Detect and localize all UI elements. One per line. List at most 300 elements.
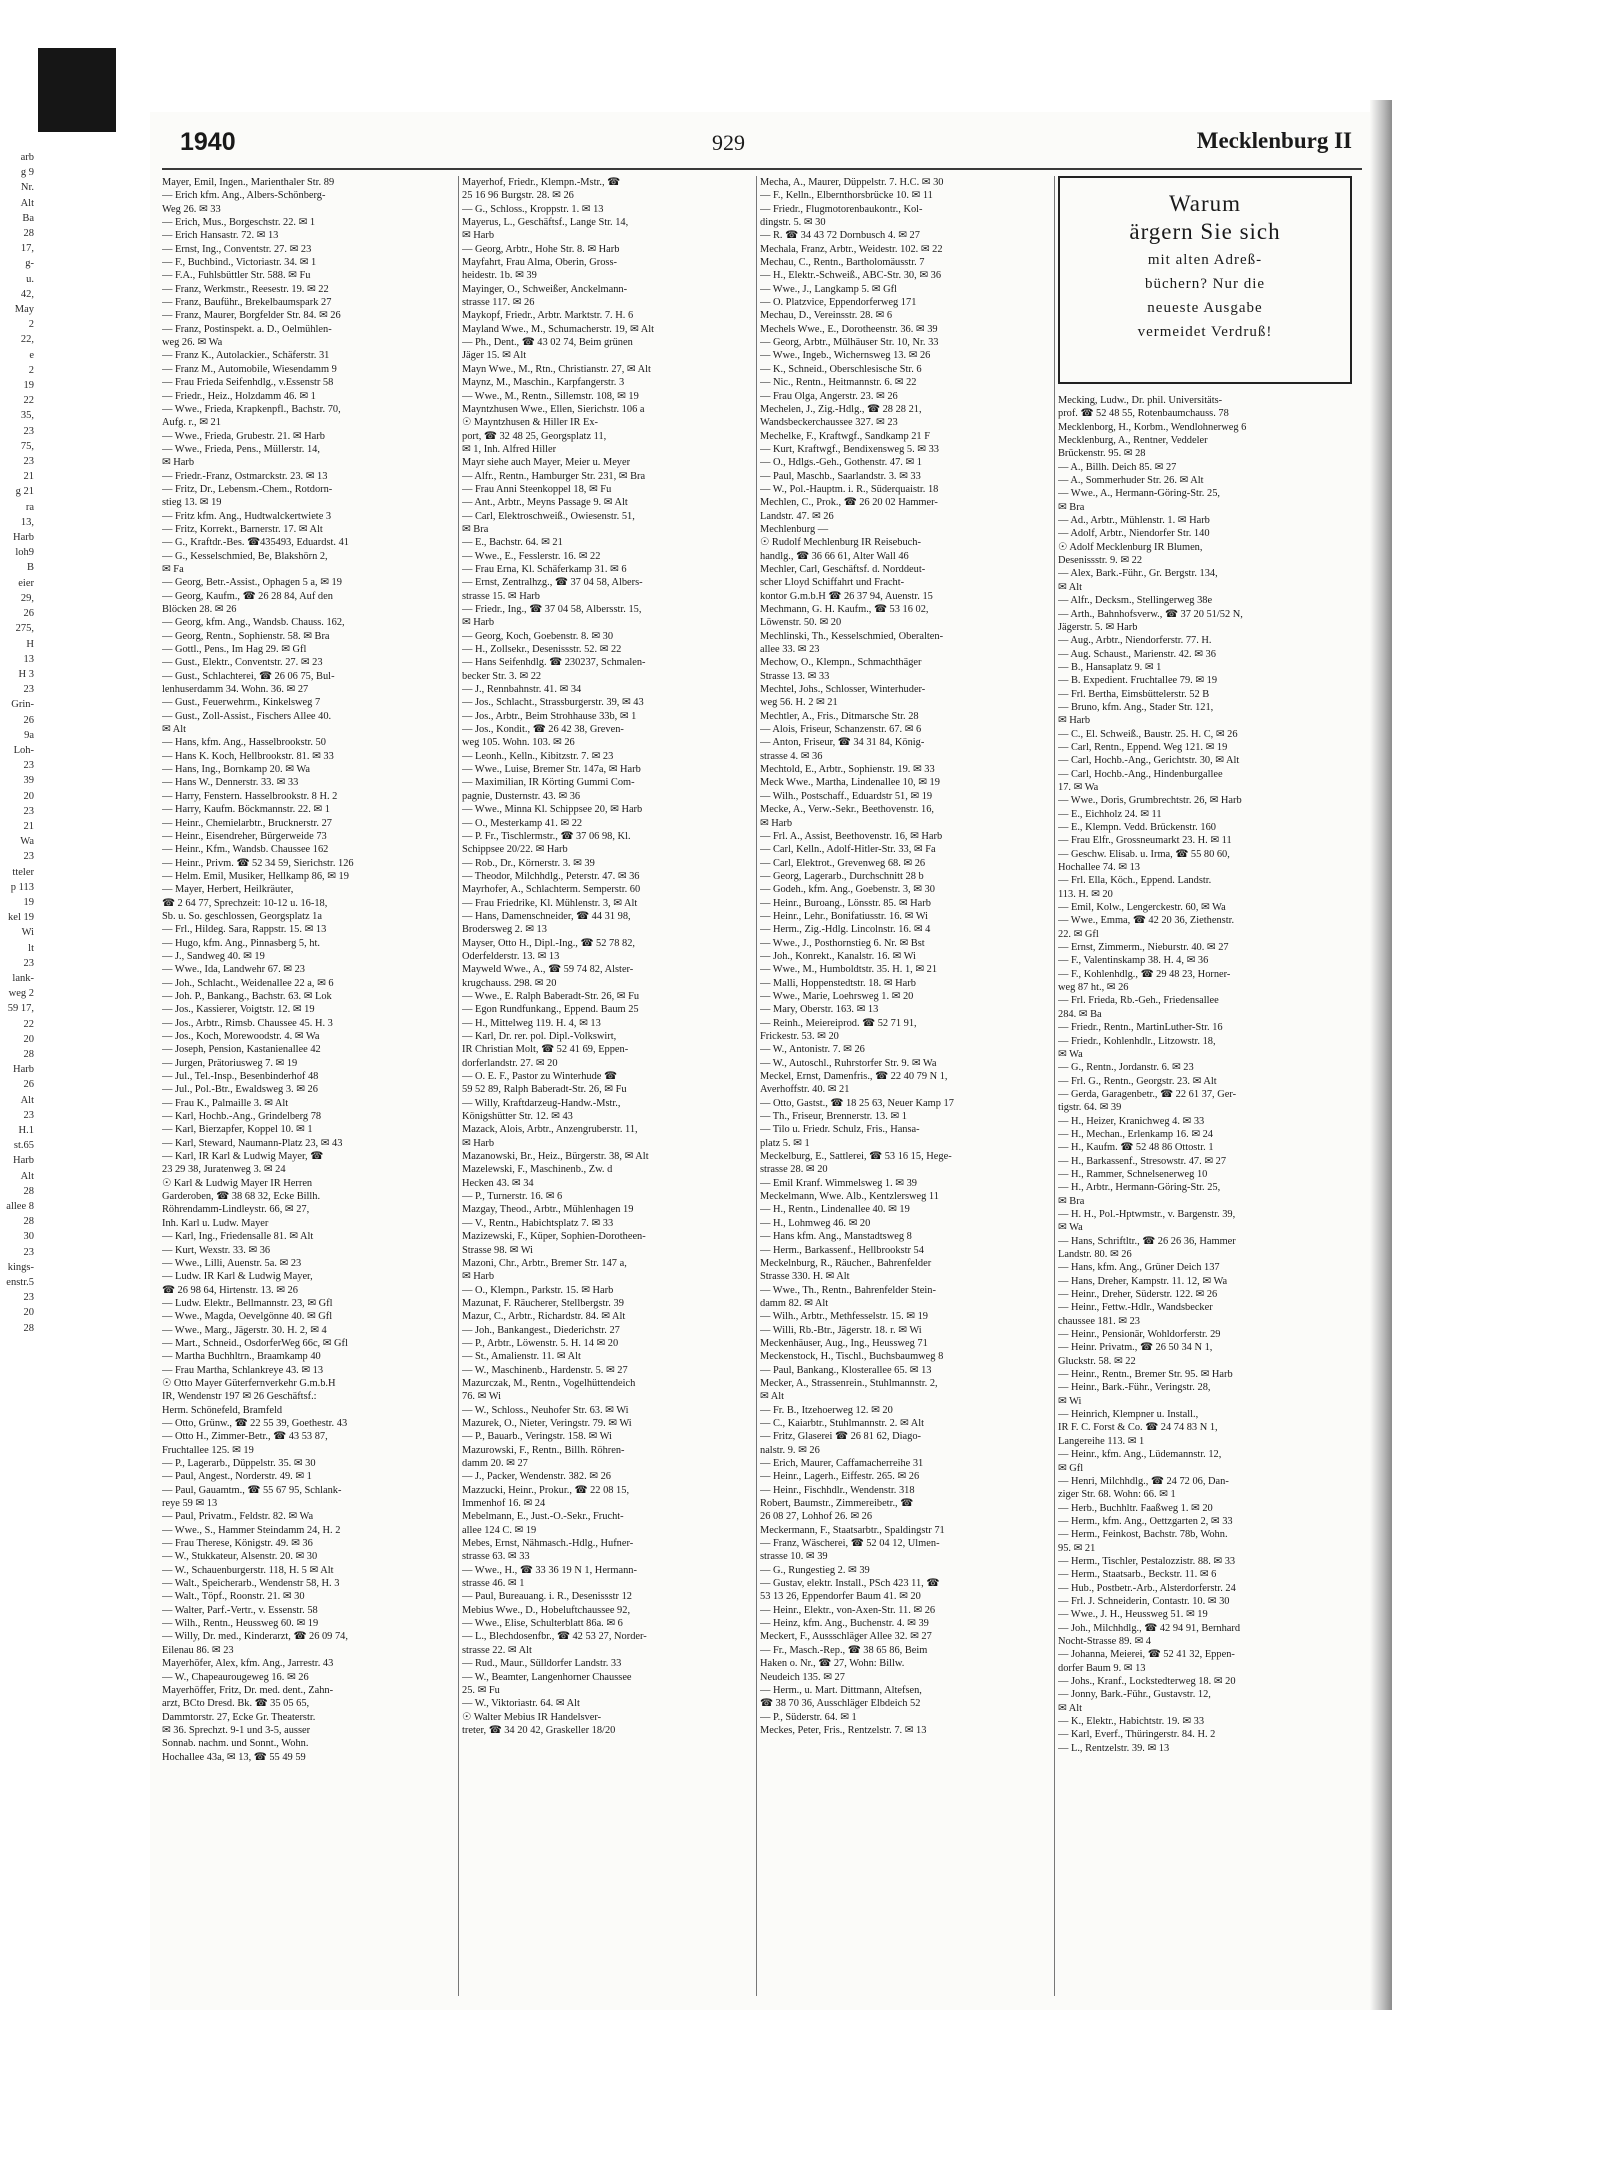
directory-entry: — K., Elektr., Habichtstr. 19. ✉ 33 — [1058, 1716, 1205, 1728]
directory-entry: — H., Rentn., Lindenallee 40. ✉ 19 — [760, 1204, 910, 1216]
directory-entry: — Heinr., Dreher, Süderstr. 122. ✉ 26 — [1058, 1289, 1218, 1301]
edge-fragment: 275, — [15, 623, 34, 635]
directory-entry: — Heinr., Fettw.-Hdlr., Wandsbecker — [1058, 1302, 1213, 1314]
directory-entry: — Wwe., Luise, Bremer Str. 147a, ✉ Harb — [462, 764, 641, 776]
directory-entry: — Heinz, kfm. Ang., Buchenstr. 4. ✉ 39 — [760, 1618, 929, 1630]
edge-fragment: lt — [28, 942, 34, 954]
edge-fragment: Wi — [21, 927, 34, 939]
directory-entry: becker Str. 3. ✉ 22 — [462, 670, 542, 682]
ad-line: mit alten Adreß- — [1147, 252, 1263, 268]
edge-fragment: 23 — [23, 425, 34, 437]
directory-entry: — Walt., Speicherarb., Wendenstr 58, H. 3 — [162, 1578, 340, 1590]
directory-entry: Mecklenborg, H., Korbm., Wendlohnerweg 6 — [1058, 421, 1247, 433]
directory-entry: 53 13 26, Eppendorfer Baum 41. ✉ 20 — [760, 1591, 921, 1603]
directory-entry: Mechow, O., Klempn., Schmachthäger — [760, 657, 922, 669]
directory-entry: Mebes, Ernst, Nähmasch.-Hdlg., Hufner- — [462, 1538, 634, 1550]
column-4 — [1058, 176, 1352, 1755]
directory-entry: — Mary, Oberstr. 163. ✉ 13 — [760, 1004, 879, 1016]
directory-entry: — G., Kraftdr.-Bes. ☎435493, Eduardst. 41 — [162, 537, 349, 549]
directory-entry: — P., Lagerarb., Düppelstr. 35. ✉ 30 — [162, 1458, 316, 1469]
edge-fragment: 20 — [23, 1307, 34, 1319]
directory-entry: ✉ 36. Sprechzt. 9-1 und 3-5, ausser — [162, 1724, 311, 1736]
directory-entry: — Hans, Ing., Bornkamp 20. ✉ Wa — [162, 764, 310, 776]
directory-entry: — Erich, Maurer, Caffamacherreihe 31 — [760, 1458, 924, 1469]
directory-entry: weg 87 ht., ✉ 26 — [1058, 982, 1129, 994]
directory-entry: — Wwe., S., Hammer Steindamm 24, H. 2 — [162, 1524, 341, 1536]
directory-entry: — Wwe., Frieda, Krapkenpfl., Bachstr. 70, — [162, 403, 341, 415]
directory-entry: — H., Rammer, Schnelsenerweg 10 — [1058, 1168, 1208, 1180]
directory-entry: — E., Bachstr. 64. ✉ 21 — [462, 537, 563, 549]
directory-entry: — Georg, Kaufm., ☎ 26 28 84, Auf den — [162, 590, 333, 602]
directory-entry: — Franz, Postinspekt. a. D., Oelmühlen- — [162, 323, 332, 335]
edge-fragment: Alt — [20, 1170, 34, 1182]
edge-fragment: g 9 — [20, 167, 34, 179]
directory-entry: — Friedr., Heiz., Holzdamm 46. ✉ 1 — [162, 390, 316, 402]
directory-entry: treter, ☎ 34 20 42, Graskeller 18/20 — [462, 1724, 616, 1736]
directory-entry: — O., Mesterkamp 41. ✉ 22 — [462, 817, 583, 829]
directory-entry: Eilenau 86. ✉ 23 — [162, 1644, 234, 1656]
directory-entry: ✉ Alt — [760, 1391, 785, 1403]
directory-entry: Mayrhofer, A., Schlachterm. Semperstr. 60 — [462, 884, 641, 896]
edge-fragment: 75, — [20, 440, 34, 452]
directory-entry: Mechels Wwe., E., Dorotheenstr. 36. ✉ 39 — [760, 323, 938, 335]
directory-entry: ☎ 38 70 36, Ausschläger Elbdeich 52 — [760, 1698, 921, 1710]
directory-entry: — Heinr., Eisendreher, Bürgerweide 73 — [162, 830, 327, 842]
directory-entry: — Fritz, Glaserei ☎ 26 81 62, Diago- — [760, 1431, 921, 1443]
directory-entry: — W., Viktoriastr. 64. ✉ Alt — [462, 1698, 580, 1710]
directory-entry: — Godeh., kfm. Ang., Goebenstr. 3, ✉ 30 — [760, 884, 935, 896]
directory-entry: Mechlen, C., Prok., ☎ 26 20 02 Hammer- — [760, 497, 938, 509]
edge-fragment: e — [29, 349, 34, 361]
directory-entry: — Wilh., Arbtr., Methfesselstr. 15. ✉ 19 — [760, 1311, 928, 1323]
page-edge-shadow — [1370, 100, 1392, 2020]
directory-entry: Strasse 98. ✉ Wi — [462, 1244, 534, 1256]
directory-entry: — Frl. Ella, Köch., Eppend. Landstr. — [1058, 875, 1212, 887]
directory-entry: Brückenstr. 95. ✉ 28 — [1058, 448, 1146, 460]
edge-fragment: 21 — [23, 820, 34, 832]
directory-entry: stieg 13. ✉ 19 — [162, 497, 222, 509]
directory-entry: — Kurt, Kraftwgf., Bendixensweg 5. ✉ 33 — [760, 443, 939, 455]
directory-entry: IR, Wendenstr 197 ✉ 26 Geschäftsf.: — [162, 1391, 317, 1403]
edge-fragment: 19 — [23, 896, 34, 908]
directory-entry: — Rob., Dr., Körnerstr. 3. ✉ 39 — [462, 857, 595, 869]
directory-entry: 76. ✉ Wi — [462, 1391, 501, 1403]
directory-entry: — Hans W., Dennerstr. 33. ✉ 33 — [162, 777, 299, 789]
directory-entry: Blöcken 28. ✉ 26 — [162, 604, 237, 615]
directory-entry: Löwenstr. 50. ✉ 20 — [760, 617, 842, 629]
directory-entry: ☉ Karl & Ludwig Mayer IR Herren — [162, 1177, 313, 1189]
directory-entry: — Joseph, Pension, Kastanienallee 42 — [162, 1044, 321, 1056]
directory-entry: — Gustav, elektr. Install., PSch 423 11, ☎ — [760, 1578, 940, 1590]
directory-entry: Mechala, Franz, Arbtr., Weidestr. 102. ✉ 22 — [760, 243, 943, 255]
directory-entry: — Tilo u. Friedr. Schulz, Fris., Hansa- — [760, 1124, 920, 1136]
directory-entry: Mazzucki, Heinr., Prokur., ☎ 22 08 15, — [462, 1484, 630, 1496]
directory-entry: — Herm., u. Mart. Dittmann, Altefsen, — [760, 1684, 922, 1696]
edge-fragment: 42, — [20, 288, 34, 300]
directory-entry: — Frl. Frieda, Rb.-Geh., Friedensallee — [1058, 995, 1219, 1007]
directory-entry: — Wwe., Marie, Loehrsweg 1. ✉ 20 — [760, 990, 914, 1002]
directory-entry: — Carl, Rentn., Eppend. Weg 121. ✉ 19 — [1058, 741, 1228, 753]
directory-entry: ✉ Fa — [162, 563, 184, 575]
directory-entry: Jäger 15. ✉ Alt — [462, 350, 527, 362]
directory-entry: — Walt., Töpf., Roonstr. 21. ✉ 30 — [162, 1591, 305, 1603]
directory-entry: — Nic., Rentn., Heitmannstr. 6. ✉ 22 — [760, 377, 917, 389]
directory-entry: Landstr. 80. ✉ 26 — [1058, 1249, 1132, 1260]
directory-entry: 23 29 38, Juratenweg 3. ✉ 24 — [162, 1164, 286, 1176]
directory-entry: Mazizewski, F., Küper, Sophien-Dorotheen- — [462, 1231, 646, 1243]
edge-fragment: Harb — [13, 1064, 34, 1076]
directory-entry: Königshütter Str. 12. ✉ 43 — [462, 1111, 573, 1123]
directory-entry: — Frau Friedrike, Kl. Mühlenstr. 3, ✉ Alt — [462, 897, 638, 909]
directory-entry: — Ernst, Zentralhzg., ☎ 37 04 58, Albers- — [462, 577, 643, 589]
column-divider — [756, 176, 757, 1996]
column-1 — [162, 176, 450, 1764]
directory-entry: — Wilh., Rentn., Heussweg 60. ✉ 19 — [162, 1618, 319, 1630]
directory-entry: — Karl, Bierzapfer, Koppel 10. ✉ 1 — [162, 1124, 313, 1136]
edge-fragment: 28 — [23, 228, 34, 240]
edge-fragment: lank- — [12, 972, 34, 984]
directory-entry: — Malli, Hoppenstedtstr. 18. ✉ Harb — [760, 977, 916, 989]
directory-entry: Oderfelderstr. 13. ✉ 13 — [462, 950, 560, 962]
directory-entry: — Johs., Kranf., Lockstedterweg 18. ✉ 20 — [1058, 1676, 1236, 1687]
edge-fragment: 29, — [20, 592, 34, 604]
directory-entry: — Ant., Arbtr., Meyns Passage 9. ✉ Alt — [462, 497, 628, 509]
directory-entry: ✉ Harb — [462, 1271, 495, 1283]
directory-entry: — Carl, Hochb.-Ang., Gerichtstr. 30, ✉ Alt — [1058, 755, 1240, 767]
directory-entry: — E., Eichholz 24. ✉ 11 — [1058, 808, 1162, 820]
ad-line: Warum — [1168, 191, 1242, 216]
directory-entry: — Wwe., Minna Kl. Schippsee 20, ✉ Harb — [462, 804, 643, 816]
directory-entry: pagnie, Dusternstr. 43. ✉ 36 — [462, 790, 581, 802]
directory-entry: 25 16 96 Burgstr. 28. ✉ 26 — [462, 190, 574, 202]
edge-fragment: loh9 — [15, 547, 34, 559]
directory-entry: — Friedr., Kohlenhdlr., Litzowstr. 18, — [1058, 1035, 1216, 1047]
directory-entry: — Herm., Barkassenf., Hellbrookstr 54 — [760, 1244, 924, 1256]
directory-entry: — Emil, Kolw., Lengerckestr. 60, ✉ Wa — [1058, 902, 1226, 914]
directory-entry: — P., Turnerstr. 16. ✉ 6 — [462, 1191, 563, 1203]
directory-entry: — Frau Therese, Königstr. 49. ✉ 36 — [162, 1538, 313, 1550]
directory-entry: Jägerstr. 5. ✉ Harb — [1058, 621, 1138, 633]
directory-entry: — Herm., Zig.-Hdlg. Lincolnstr. 16. ✉ 4 — [760, 924, 931, 936]
directory-entry: — Ad., Arbtr., Mühlenstr. 1. ✉ Harb — [1058, 515, 1210, 527]
directory-entry: dorfer Baum 9. ✉ 13 — [1058, 1662, 1146, 1674]
directory-entry: — Hans, Schriftltr., ☎ 26 26 36, Hammer — [1058, 1235, 1236, 1247]
ad-line: büchern? Nur die — [1144, 276, 1266, 292]
directory-entry: — Friedr., Rentn., MartinLuther-Str. 16 — [1058, 1022, 1223, 1034]
directory-entry: — W., Stukkateur, Alsenstr. 20. ✉ 30 — [162, 1551, 318, 1563]
directory-entry: — Henri, Milchhdlg., ☎ 24 72 06, Dan- — [1058, 1475, 1229, 1487]
directory-entry: — Geschw. Elisab. u. Irma, ☎ 55 80 60, — [1058, 848, 1230, 860]
directory-entry: Mechler, Carl, Geschäftsf. d. Norddeut- — [760, 563, 926, 575]
directory-entry: — Paul, Angest., Norderstr. 49. ✉ 1 — [162, 1471, 312, 1483]
directory-entry: — H. H., Pol.-Hptwmstr., v. Bargenstr. 39, — [1058, 1208, 1236, 1220]
directory-entry: allee 124 C. ✉ 19 — [462, 1524, 537, 1536]
directory-entry: — Karl, Steward, Naumann-Platz 23, ✉ 43 — [162, 1137, 343, 1149]
directory-entry: Gluckstr. 58. ✉ 22 — [1058, 1355, 1136, 1367]
directory-entry: IR Christian Molt, ☎ 52 41 69, Eppen- — [462, 1044, 629, 1056]
directory-entry: Mazanowski, Br., Heiz., Bürgerstr. 38, ✉ Alt — [462, 1151, 649, 1163]
edge-fragment: 19 — [23, 380, 34, 392]
directory-entry: Mecker, A., Strassenrein., Stuhlmannstr. 2, — [760, 1377, 938, 1389]
directory-entry: — Herm., Tischler, Pestalozzistr. 88. ✉ 33 — [1058, 1555, 1236, 1567]
directory-entry: damm 20. ✉ 27 — [462, 1458, 528, 1469]
directory-entry: — Ernst, Ing., Conventstr. 27. ✉ 23 — [162, 243, 312, 255]
edge-fragment: 13 — [23, 653, 34, 665]
directory-entry: Mazack, Alois, Arbtr., Anzengruberstr. 11, — [462, 1124, 638, 1136]
directory-entry: Mayser, Otto H., Dipl.-Ing., ☎ 52 78 82, — [462, 937, 635, 949]
directory-entry: — Paul, Maschb., Saarlandstr. 3. ✉ 33 — [760, 470, 921, 482]
directory-entry: Nocht-Strasse 89. ✉ 4 — [1058, 1635, 1151, 1647]
directory-entry: Landstr. 47. ✉ 26 — [760, 510, 834, 522]
edge-fragment: Grin- — [11, 699, 34, 711]
directory-entry: Mayntzhusen Wwe., Ellen, Sierichstr. 106 a — [462, 403, 645, 415]
directory-entry: — Jonny, Bark.-Führ., Gustavstr. 12, — [1058, 1689, 1211, 1701]
directory-entry: arzt, BCto Dresd. Bk. ☎ 35 05 65, — [162, 1698, 310, 1710]
edge-fragment: Nr. — [20, 182, 34, 194]
directory-entry: 22. ✉ Gfl — [1058, 928, 1099, 940]
directory-entry: Mechelen, J., Zig.-Hdlg., ☎ 28 28 21, — [760, 403, 922, 415]
directory-entry: Inh. Karl u. Ludw. Mayer — [162, 1217, 269, 1229]
directory-entry: — Herm., Staatsarb., Beckstr. 11. ✉ 6 — [1058, 1569, 1217, 1581]
directory-entry: — H., Kaufm. ☎ 52 48 86 Ottostr. 1 — [1058, 1142, 1214, 1154]
directory-entry: Langereihe 113. ✉ 1 — [1058, 1435, 1145, 1447]
directory-entry: — B. Expedient. Fruchtallee 79. ✉ 19 — [1058, 675, 1218, 687]
directory-entry: — B., Hansaplatz 9. ✉ 1 — [1058, 661, 1162, 673]
directory-entry: — Wwe., Ida, Landwehr 67. ✉ 23 — [162, 964, 305, 976]
directory-entry: Mechlenburg — — [760, 523, 829, 535]
directory-entry: — Heinr., kfm. Ang., Lüdemannstr. 12, — [1058, 1449, 1222, 1461]
directory-entry: — Franz, Werkmstr., Reesestr. 19. ✉ 22 — [162, 283, 329, 295]
directory-entry: Garderoben, ☎ 38 68 32, Ecke Billh. — [162, 1191, 321, 1203]
directory-entry: — Herm., kfm. Ang., Oettzgarten 2, ✉ 33 — [1058, 1515, 1233, 1527]
edge-fragment: Wa — [20, 836, 34, 848]
edge-fragment: arb — [20, 152, 34, 163]
directory-entry: — Georg, kfm. Ang., Wandsb. Chauss. 162, — [162, 617, 345, 629]
edge-fragment: 17, — [20, 243, 34, 255]
directory-entry: Meckermann, F., Staatsarbtr., Spaldingstr 71 — [760, 1524, 945, 1536]
directory-entry: — Carl, Hochb.-Ang., Hindenburgallee — [1058, 768, 1223, 780]
directory-entry: — Otto H., Zimmer-Betr., ☎ 43 53 87, — [162, 1431, 328, 1443]
directory-entry: Mayerus, L., Geschäftsf., Lange Str. 14, — [462, 217, 629, 229]
directory-entry: — Jul., Tel.-Insp., Besenbinderhof 48 — [162, 1071, 319, 1083]
directory-entry: Mazurowski, F., Rentn., Billh. Röhren- — [462, 1444, 625, 1456]
directory-entry: — Fritz, Dr., Lebensm.-Chem., Rotdorn- — [162, 483, 333, 495]
directory-entry: — Joh. P., Bankang., Bachstr. 63. ✉ Lok — [162, 990, 332, 1002]
edge-fragment: 30 — [23, 1231, 34, 1243]
directory-entry: — Frl., Hildeg. Sara, Rappstr. 15. ✉ 13 — [162, 924, 327, 936]
directory-entry: Mazur, C., Arbtr., Richardstr. 84. ✉ Alt — [462, 1311, 626, 1323]
directory-entry: — H., Heizer, Kranichweg 4. ✉ 33 — [1058, 1115, 1205, 1127]
directory-entry: ✉ Harb — [1058, 715, 1091, 727]
column-4-entries — [1058, 394, 1352, 1755]
edge-fragment: 23 — [23, 684, 34, 696]
directory-entry: — G., Rungestieg 2. ✉ 39 — [760, 1564, 870, 1576]
edge-fragment: 2 — [28, 364, 34, 376]
directory-entry: Mayinger, O., Schweißer, Anckelmann- — [462, 283, 628, 295]
directory-entry: — Willy, Dr. med., Kinderarzt, ☎ 26 09 74, — [162, 1631, 348, 1643]
directory-entry: dingstr. 5. ✉ 30 — [760, 217, 826, 229]
directory-entry: Schippsee 20/22. ✉ Harb — [462, 844, 568, 856]
edge-fragment: 9a — [24, 729, 34, 741]
edge-fragment: 22 — [23, 1018, 34, 1030]
edge-fragment: tteler — [12, 866, 34, 878]
directory-entry: — P. Fr., Tischlermstr., ☎ 37 06 98, Kl. — [462, 830, 631, 842]
edge-fragment: ra — [25, 501, 34, 513]
directory-entry: — St., Amalienstr. 11. ✉ Alt — [462, 1351, 581, 1363]
header-year: 1940 — [180, 128, 236, 156]
directory-entry: — W., Maschinenb., Hardenstr. 5. ✉ 27 — [462, 1364, 628, 1376]
directory-entry: ✉ Harb — [462, 617, 495, 629]
directory-entry: — Karl, Hochb.-Ang., Grindelberg 78 — [162, 1111, 322, 1123]
directory-entry: Meckes, Peter, Fris., Rentzelstr. 7. ✉ 13 — [760, 1724, 927, 1736]
directory-entry: — Willy, Kraftdarzeug-Handw.-Mstr., — [462, 1097, 621, 1109]
directory-entry: — Kurt, Wexstr. 33. ✉ 36 — [162, 1244, 271, 1256]
edge-fragment: 20 — [23, 1033, 34, 1045]
directory-entry: — F., Valentinskamp 38. H. 4, ✉ 36 — [1058, 955, 1209, 967]
directory-entry: Mebelmann, E., Just.-O.-Sekr., Frucht- — [462, 1511, 624, 1523]
header-section: Mecklenburg II — [1196, 128, 1352, 153]
directory-entry: — Fr., Masch.-Rep., ☎ 38 65 86, Beim — [760, 1644, 928, 1656]
directory-entry: Maykopf, Friedr., Arbtr. Marktstr. 7. H. 6 — [462, 310, 634, 322]
previous-page-edge — [0, 150, 36, 2010]
directory-entry: Mechelke, F., Kraftwgf., Sandkamp 21 F — [760, 430, 931, 442]
directory-entry: weg 56. H. 2 ✉ 21 — [760, 697, 838, 709]
directory-entry: — Walter, Parf.-Vertr., v. Essenstr. 58 — [162, 1604, 318, 1616]
directory-entry: Mayerhof, Friedr., Klempn.-Mstr., ☎ — [462, 177, 621, 188]
directory-entry: — Heinr., Lehr., Bonifatiusstr. 16. ✉ Wi — [760, 910, 928, 922]
directory-entry: kontor G.m.b.H ☎ 26 37 94, Auenstr. 15 — [760, 590, 933, 602]
edge-fragment: Alt — [20, 1094, 34, 1106]
directory-entry: Haken o. Nr., ☎ 27, Wohn: Billw. — [760, 1658, 905, 1670]
directory-entry: Strasse 13. ✉ 33 — [760, 670, 830, 682]
edge-fragment: Harb — [13, 532, 34, 544]
directory-entry: Meck Wwe., Martha, Lindenallee 10, ✉ 19 — [760, 777, 940, 789]
directory-entry: — L., Blechdosenfbr., ☎ 42 53 27, Norder- — [462, 1631, 647, 1643]
directory-entry: — Gottl., Pens., Im Hag 29. ✉ Gfl — [162, 644, 307, 656]
directory-entry: lenhuserdamm 34. Wohn. 36. ✉ 27 — [162, 684, 309, 696]
directory-entry: strasse 22. ✉ Alt — [462, 1644, 532, 1656]
directory-entry: krugchauss. 298. ✉ 20 — [462, 977, 557, 989]
directory-entry: ☉ Walter Mebius IR Handelsver- — [462, 1711, 602, 1723]
directory-entry: ✉ Harb — [462, 1137, 495, 1149]
directory-entry: — Georg, Lagerarb., Durchschnitt 28 b — [760, 870, 924, 882]
directory-entry: — Hub., Postbetr.-Arb., Alsterdorferstr. 24 — [1058, 1582, 1236, 1594]
directory-entry: — Theodor, Milchhdlg., Peterstr. 47. ✉ 36 — [462, 870, 640, 882]
directory-entry: — Jos., Arbtr., Beim Strohhause 33b, ✉ 1 — [462, 710, 637, 722]
directory-entry: — Wwe., Lilli, Auenstr. 5a. ✉ 23 — [162, 1257, 302, 1269]
directory-entry: — Jos., Kondit., ☎ 26 42 38, Greven- — [462, 724, 624, 736]
directory-entry: 113. H. ✉ 20 — [1058, 888, 1113, 900]
directory-entry: — F., Kohlenhdlg., ☎ 29 48 23, Horner- — [1058, 968, 1231, 980]
directory-entry: — Karl, Ing., Friedensalle 81. ✉ Alt — [162, 1231, 314, 1243]
edge-fragment: 23 — [23, 805, 34, 817]
directory-entry: — Wwe., J., Posthornstieg 6. Nr. ✉ Bst — [760, 937, 925, 949]
directory-entry: Mecha, A., Maurer, Düppelstr. 7. H.C. ✉ 30 — [760, 177, 944, 188]
directory-entry: — Mart., Schneid., OsdorferWeg 66c, ✉ Gfl — [162, 1337, 348, 1349]
directory-entry: Mayland Wwe., M., Schumacherstr. 19, ✉ Alt — [462, 323, 655, 335]
directory-entry: reye 59 ✉ 13 — [162, 1498, 218, 1510]
directory-entry: — Heinr., Chemielarbtr., Brucknerstr. 27 — [162, 817, 332, 829]
directory-entry: — H., Lohmweg 46. ✉ 20 — [760, 1217, 871, 1229]
directory-entry: — Ph., Dent., ☎ 43 02 74, Beim grünen — [462, 337, 633, 349]
ad-line: ärgern Sie sich — [1129, 219, 1281, 244]
directory-entry: Mechmann, G. H. Kaufm., ☎ 53 16 02, — [760, 604, 929, 615]
edge-fragment: Alt — [20, 197, 34, 209]
directory-entry: — Leonh., Kelln., Kibitzstr. 7. ✉ 23 — [462, 750, 614, 762]
edge-fragment: 28 — [23, 1185, 34, 1197]
directory-entry: — W., Antonistr. 7. ✉ 26 — [760, 1044, 865, 1056]
edge-fragment: 21 — [23, 471, 34, 483]
directory-entry: — C., El. Schweiß., Baustr. 25. H. C, ✉ 26 — [1058, 728, 1238, 740]
directory-entry: — Heinr. Privatm., ☎ 26 50 34 N 1, — [1058, 1342, 1213, 1354]
directory-entry: — Frau Frieda Seifenhdlg., v.Essenstr 58 — [162, 377, 334, 389]
edge-fragment: 39 — [23, 775, 34, 787]
directory-entry: ✉ Harb — [462, 230, 495, 242]
directory-entry: — Fritz, Korrekt., Barnerstr. 17. ✉ Alt — [162, 523, 323, 535]
edge-fragment: 23 — [23, 1292, 34, 1304]
directory-entry: chaussee 181. ✉ 23 — [1058, 1315, 1140, 1327]
directory-entry: — Frl. Bertha, Eimsbüttelerstr. 52 B — [1058, 688, 1210, 700]
directory-entry: 25. ✉ Fu — [462, 1684, 500, 1696]
edge-fragment: 28 — [23, 1216, 34, 1228]
directory-entry: Aufg. r., ✉ 21 — [162, 417, 221, 429]
directory-entry: — W., Beamter, Langenhorner Chaussee — [462, 1671, 632, 1683]
edge-fragment: g 21 — [15, 486, 34, 498]
directory-entry: — Ludw. IR Karl & Ludwig Mayer, — [162, 1271, 313, 1283]
directory-entry: — J., Packer, Wendenstr. 382. ✉ 26 — [462, 1471, 611, 1483]
directory-entry: weg 26. ✉ Wa — [162, 337, 223, 349]
directory-entry: — Wwe., M., Humboldtstr. 35. H. 1, ✉ 21 — [760, 964, 938, 976]
directory-entry: — Wilh., Postschaff., Eduardstr 51, ✉ 19 — [760, 790, 933, 802]
directory-entry: Mechtold, E., Arbtr., Sophienstr. 19. ✉ 33 — [760, 764, 935, 776]
directory-entry: — Heinr., Privm. ☎ 52 34 59, Sierichstr. 126 — [162, 857, 354, 869]
directory-entry: — Heinr., Pensionär, Wohldorferstr. 29 — [1058, 1329, 1221, 1341]
directory-entry: ✉ Alt — [1058, 581, 1083, 593]
directory-entry: Mechau, C., Rentn., Bartholomäusstr. 7 — [760, 257, 925, 269]
directory-entry: — Jos., Arbtr., Rimsb. Chaussee 45. H. 3 — [162, 1017, 333, 1029]
directory-entry: — Georg, Arbtr., Hohe Str. 8. ✉ Harb — [462, 243, 620, 255]
directory-entry: — Frau Elfr., Grossneumarkt 23. H. ✉ 11 — [1058, 835, 1232, 847]
directory-entry: ✉ 1, Inh. Alfred Hiller — [462, 443, 557, 455]
directory-entry: — Georg, Koch, Goebenstr. 8. ✉ 30 — [462, 630, 614, 642]
directory-entry: — Erich, Mus., Borgeschstr. 22. ✉ 1 — [162, 217, 316, 229]
directory-entry: Weg 26. ✉ 33 — [162, 203, 221, 215]
directory-entry: — G., Rentn., Jordanstr. 6. ✉ 23 — [1058, 1062, 1194, 1074]
directory-entry: Neudeich 135. ✉ 27 — [760, 1671, 845, 1683]
header-page-number: 929 — [712, 130, 745, 155]
directory-entry: — W., Chapeaurougeweg 16. ✉ 26 — [162, 1671, 309, 1683]
directory-entry: prof. ☎ 52 48 55, Rotenbaumchauss. 78 — [1058, 408, 1229, 420]
directory-entry: Frickestr. 53. ✉ 20 — [760, 1031, 839, 1042]
directory-entry: Hochallee 43a, ✉ 13, ☎ 55 49 59 — [162, 1751, 306, 1763]
directory-entry: Fruchtallee 125. ✉ 19 — [162, 1444, 254, 1456]
directory-entry: — Emil Kranf. Wimmelsweg 1. ✉ 39 — [760, 1177, 918, 1189]
directory-entry: ziger Str. 68. Wohn: 66. ✉ 1 — [1058, 1489, 1176, 1501]
directory-entry: Maynz, M., Maschin., Karpfangerstr. 3 — [462, 377, 625, 389]
directory-entry: ✉ Bra — [1058, 501, 1085, 513]
directory-entry: — Adolf, Arbtr., Niendorfer Str. 140 — [1058, 528, 1210, 540]
edge-fragment: weg 2 — [8, 988, 34, 1000]
directory-entry: strasse 117. ✉ 26 — [462, 297, 535, 309]
directory-entry: — Wwe., J. H., Heussweg 51. ✉ 19 — [1058, 1609, 1208, 1621]
directory-entry: — Frl. A., Assist, Beethovenstr. 16, ✉ Harb — [760, 830, 943, 842]
directory-entry: — W., Pol.-Hauptm. i. R., Süderquaistr. 18 — [760, 483, 939, 495]
directory-entry: — Gust., Elektr., Conventstr. 27. ✉ 23 — [162, 657, 323, 669]
directory-entry: — Wwe., Frieda, Pens., Müllerstr. 14, — [162, 443, 320, 455]
directory-entry: — F., Kelln., Elbernthorsbrücke 10. ✉ 11 — [760, 190, 933, 202]
edge-fragment: 23 — [23, 760, 34, 772]
directory-entry: Meckel, Ernst, Damenfris., ☎ 22 40 79 N 1, — [760, 1071, 948, 1083]
